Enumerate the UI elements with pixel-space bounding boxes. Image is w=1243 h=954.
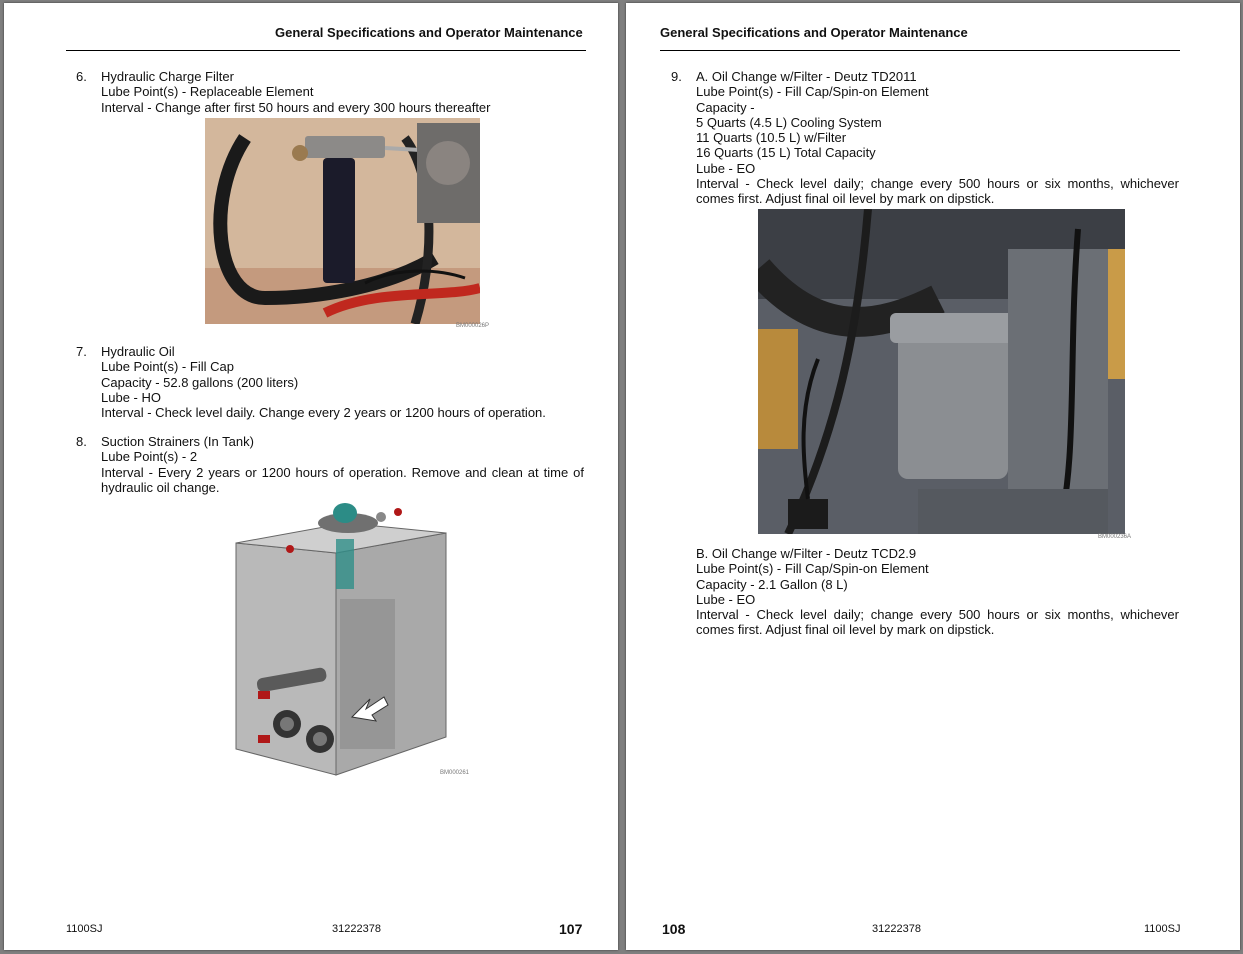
item-line: 11 Quarts (10.5 L) w/Filter <box>696 130 847 146</box>
item-line: Lube Point(s) - Replaceable Element <box>101 84 314 100</box>
maintenance-item-6 <box>76 69 491 115</box>
item-line: Capacity - 52.8 gallons (200 liters) <box>101 374 299 390</box>
item-interval-text: Interval - Check level daily; change every 500 hours or six months, whichever comes first. Adjust final oil level by mark on dipstick. <box>696 607 1179 638</box>
maintenance-item-9b <box>696 546 1179 638</box>
item-title: Hydraulic Charge Filter <box>101 69 234 84</box>
item-line: Lube - EO <box>696 160 756 176</box>
item-line: Lube Point(s) - 2 <box>101 449 198 465</box>
hydraulic-tank-illustration <box>232 499 468 777</box>
item-line: Lube - HO <box>101 389 161 405</box>
item-number: 9. <box>671 69 682 84</box>
footer-page-number: 108 <box>662 921 686 937</box>
footer-model: 1100SJ <box>66 923 103 935</box>
item-line: Capacity - 2.1 Gallon (8 L) <box>696 576 848 592</box>
header-rule <box>66 50 586 51</box>
item-line: Lube Point(s) - Fill Cap/Spin-on Element <box>696 561 929 577</box>
page-header: General Specifications and Operator Maintenance <box>275 25 583 40</box>
footer-model: 1100SJ <box>1144 923 1181 935</box>
item-line: Interval - Check level daily. Change every 2 years or 1200 hours of operation. <box>101 405 546 421</box>
page-header: General Specifications and Operator Maintenance <box>660 25 968 40</box>
footer-page-number: 107 <box>559 921 583 937</box>
item-line: Lube - EO <box>696 591 756 607</box>
item-line: 5 Quarts (4.5 L) Cooling System <box>696 114 882 130</box>
item-title: A. Oil Change w/Filter - Deutz TD2011 <box>696 69 917 84</box>
hydraulic-charge-filter-photo <box>205 118 480 324</box>
item-number: 8. <box>76 434 87 449</box>
maintenance-item-7 <box>76 344 546 421</box>
header-rule <box>660 50 1180 51</box>
figure-code: BM000026P <box>456 323 490 329</box>
maintenance-item-9a <box>671 69 1179 207</box>
item-title: B. Oil Change w/Filter - Deutz TCD2.9 <box>696 546 917 561</box>
footer-doc-number: 31222378 <box>872 923 921 935</box>
item-number: 7. <box>76 344 87 359</box>
item-line: 16 Quarts (15 L) Total Capacity <box>696 145 876 161</box>
engine-oil-filter-photo <box>758 209 1125 534</box>
item-title: Suction Strainers (In Tank) <box>101 434 254 449</box>
item-number: 6. <box>76 69 87 84</box>
item-interval-text: Interval - Every 2 years or 1200 hours of operation. Remove and clean at time of hydraulic oil change. <box>101 464 584 495</box>
figure-code: BM000261 <box>440 770 470 776</box>
figure-code: BM000236A <box>1098 534 1132 540</box>
maintenance-item-8 <box>76 434 584 495</box>
item-line: Interval - Change after first 50 hours and every 300 hours thereafter <box>101 99 491 115</box>
right-page <box>626 3 1240 950</box>
left-page <box>4 3 618 950</box>
item-interval-text: Interval - Check level daily; change every 500 hours or six months, whichever comes first. Adjust final oil level by mark on dipstick. <box>696 176 1179 207</box>
item-line: Lube Point(s) - Fill Cap/Spin-on Element <box>696 84 929 100</box>
item-line: Capacity - <box>696 99 755 115</box>
item-line: Lube Point(s) - Fill Cap <box>101 359 234 375</box>
footer-doc-number: 31222378 <box>332 923 381 935</box>
item-title: Hydraulic Oil <box>101 344 175 359</box>
